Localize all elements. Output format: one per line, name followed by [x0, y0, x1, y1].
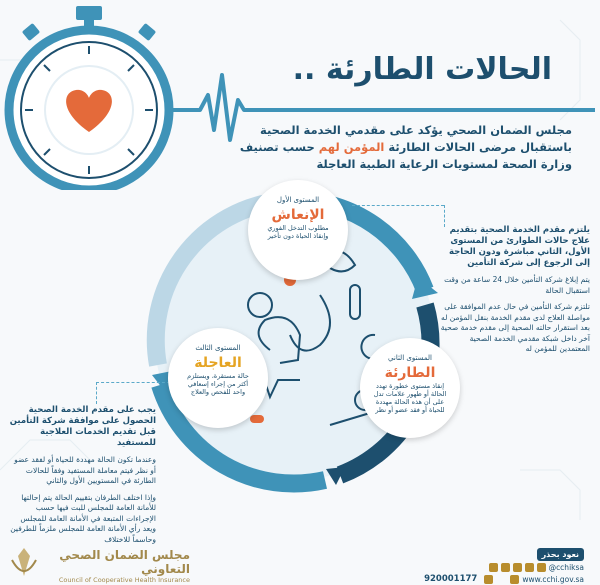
stage-desc: مطلوب التدخل الفوري وإنقاذ الحياة دون تأخير: [267, 224, 329, 240]
stage-level: المستوى الأول: [276, 196, 320, 204]
note-item: يجب على مقدم الخدمة الصحية الحصول على موافقة شركة التأمين قبل تقديم الخدمات العلاجية للمستفيد: [9, 405, 156, 448]
stage-urgent: [168, 328, 268, 428]
stage-level: المستوى الثالث: [195, 344, 241, 352]
stage-resuscitation: [248, 180, 348, 280]
left-notes: [8, 405, 156, 551]
phone-icon: [484, 575, 493, 584]
stage-desc: حالة مستقرة، ويستلزم أكثر من إجراء إسعافي واحد للفحص والعلاج: [187, 372, 249, 396]
phone-number[interactable]: 920001177: [424, 574, 478, 584]
stopwatch-side-button-left: [22, 23, 40, 41]
note-item: تلتزم شركة التأمين في حال عدم الموافقة على مواصلة العلاج لدى مقدم الخدمة بنقل المؤمن له بعد استقرار حالته الصحية إلى مقدم خدمة صحية آخر داخل شبكة مقدمي الخدمة الصحية المعتمدين للمؤمن له: [440, 302, 590, 353]
council-emblem-icon: [8, 546, 40, 580]
stage-desc: إنقاذ مستوى خطورة تهدد الحالة أو ظهور علامات تدل على أن هذه الحالة مهددة للحياة أو فقد عضو أو نظر: [373, 382, 447, 414]
globe-icon: [510, 575, 519, 584]
stage-name: الإنعاش: [271, 207, 325, 223]
connector-left: [96, 382, 170, 383]
stopwatch-side-button-right: [138, 23, 156, 41]
social-handle[interactable]: @cchiksa: [548, 563, 584, 572]
tablet-icon: [250, 415, 264, 423]
right-notes: [440, 225, 590, 361]
intro-text-part1: مجلس الضمان الصحي يؤكد على مقدمي الخدمة الصحية باستقبال مرضى الحالات الطارئة: [259, 123, 572, 154]
contact-block: [424, 548, 584, 584]
stopwatch-crown: [76, 6, 102, 20]
youtube-icon: [525, 563, 534, 572]
intro-text: [232, 122, 572, 173]
twitter-icon: [489, 563, 498, 572]
linkedin-icon: [537, 563, 546, 572]
page-title: الحالات الطارئة ..: [292, 52, 552, 87]
council-name-ar: مجلس الضمان الصحي التعاوني: [59, 548, 190, 576]
intro-text-part2: حسب تصنيف وزارة الصحة لمستويات الرعاية الطبية العاجلة: [239, 140, 572, 171]
note-item: وعندما تكون الحالة مهددة للحياة أو لفقد عضو أو نظر فيتم معاملة المستفيد وفقاً للحالات الطارئة في المستويين الأول والثاني: [14, 455, 156, 485]
instagram-icon: [501, 563, 510, 572]
stage-name: العاجلة: [194, 355, 242, 371]
connector-right: [352, 205, 444, 206]
note-item: يتم إبلاغ شركة التأمين خلال 24 ساعة من وقت استقبال الحالة: [444, 275, 590, 295]
stage-level: المستوى الثاني: [388, 354, 432, 362]
stage-name: الطارئة: [384, 365, 436, 381]
connector-right-vertical: [444, 205, 445, 227]
council-logo: [40, 548, 190, 584]
intro-text-highlight: المؤمن لهم: [318, 140, 385, 154]
connector-left-vertical: [96, 382, 97, 404]
snapchat-icon: [513, 563, 522, 572]
council-name-en: Council of Cooperative Health Insurance: [58, 576, 190, 584]
note-item: يلتزم مقدم الخدمة الصحية بتقديم علاج حالات الطوارئ من المستوى الأول، الثاني مباشرة ودون الحاجة إلى الرجوع إلى شركة التأمين: [448, 225, 590, 268]
website-link[interactable]: www.cchi.gov.sa: [522, 574, 584, 584]
campaign-badge: نعود بحذر: [537, 548, 584, 561]
note-item: وإذا اختلف الطرفان بتقييم الحالة يتم إحالتها للأمانة العامة للمجلس للبت فيها حسب الإجراءات المتبعة في الأمانة العامة للمجلس ويعد رأي الأمانة العامة للمجلس ملزماً للطرفين وحاسماً للاختلاف: [10, 492, 156, 544]
